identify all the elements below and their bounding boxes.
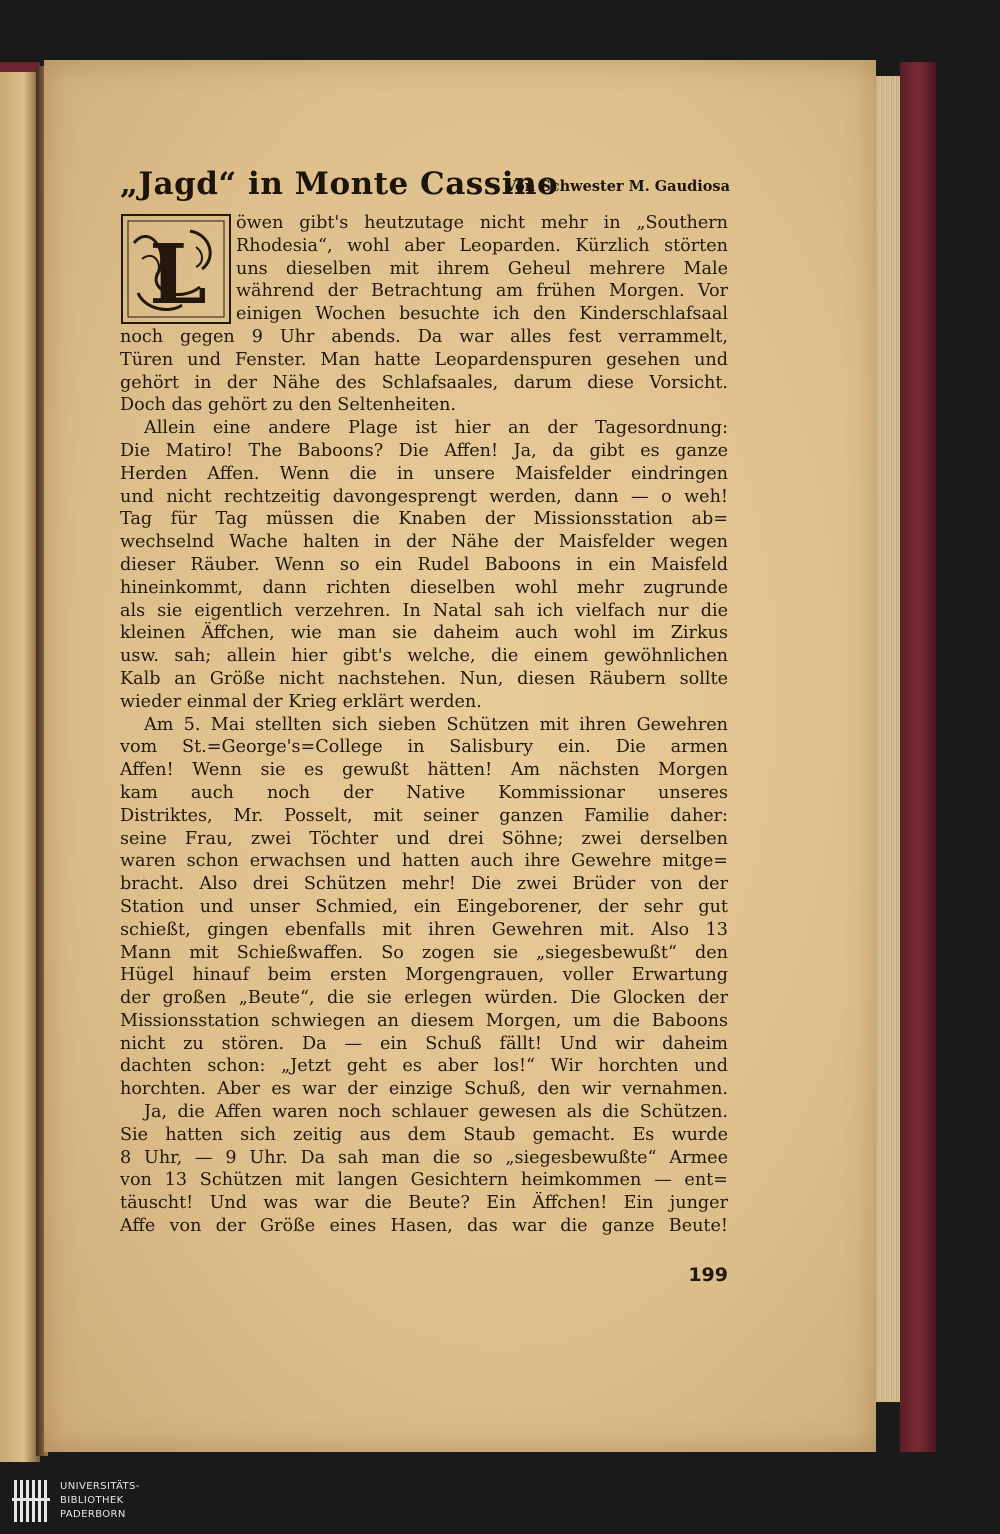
- text-line: wieder einmal der Krieg erklärt werden.: [120, 691, 482, 712]
- text-line: Missionsstation schwiegen an diesem Morgen, um die Baboons: [120, 1010, 728, 1031]
- text-line: bracht. Also drei Schützen mehr! Die zwei Brüder von der: [120, 874, 728, 895]
- text-line: Distriktes, Mr. Posselt, mit seiner ganzen Familie daher:: [120, 805, 728, 826]
- text-line: Mann mit Schießwaffen. So zogen sie „siegesbewußt“ den: [120, 942, 728, 963]
- text-line: Affe von der Größe eines Hasen, das war die ganze Beute!: [120, 1216, 728, 1237]
- page-number: 199: [688, 1264, 728, 1286]
- article-header: [120, 166, 730, 206]
- text-line: Sie hatten sich zeitig aus dem Staub gemacht. Es wurde: [120, 1124, 728, 1145]
- facing-page-edge: [0, 62, 40, 1462]
- text-line: der großen „Beute“, die sie erlegen würden. Die Glocken der: [120, 988, 728, 1009]
- university-library-icon: [10, 1478, 52, 1524]
- text-line: noch gegen 9 Uhr abends. Da war alles fest verrammelt,: [120, 326, 728, 347]
- text-line: Rhodesia“, wohl aber Leoparden. Kürzlich störten: [236, 235, 728, 256]
- text-line: kleinen Äffchen, wie man sie daheim auch wohl im Zirkus: [120, 623, 728, 644]
- text-line: uns dieselben mit ihrem Geheul mehrere Male: [236, 258, 728, 279]
- library-logo: [10, 1478, 150, 1528]
- text-line: Herden Affen. Wenn die in unsere Maisfelder eindringen: [120, 463, 728, 484]
- text-line: wechselnd Wache halten in der Nähe der Maisfelder wegen: [120, 532, 728, 553]
- text-line: kam auch noch der Native Kommissionar unseres: [120, 782, 728, 803]
- text-line: öwen gibt's heutzutage nicht mehr in „Southern: [236, 213, 728, 233]
- drop-cap-letter: L: [149, 227, 207, 323]
- article-title: „Jagd“ in Monte Cassino: [120, 166, 559, 202]
- text-line: Station und unser Schmied, ein Eingeborener, der sehr gut: [120, 896, 728, 917]
- text-line: dachten schon: „Jetzt geht es aber los!“ Wir horchten und: [120, 1056, 728, 1077]
- text-line: als sie eigentlich verzehren. In Natal sah ich vielfach nur die: [120, 600, 728, 621]
- text-line: von 13 Schützen mit langen Gesichtern heimkommen — ent=: [120, 1170, 728, 1191]
- text-line: Türen und Fenster. Man hatte Leopardenspuren gesehen und: [120, 349, 728, 370]
- text-line: 8 Uhr, — 9 Uhr. Da sah man die so „siegesbewußte“ Armee: [120, 1147, 728, 1168]
- text-line: nicht zu stören. Da — ein Schuß fällt! Und wir daheim: [120, 1033, 728, 1054]
- text-line: Doch das gehört zu den Seltenheiten.: [120, 395, 456, 416]
- text-line: Am 5. Mai stellten sich sieben Schützen mit ihren Gewehren: [144, 714, 728, 735]
- library-name-line-1: UNIVERSITÄTS-: [60, 1481, 140, 1492]
- text-line: Affen! Wenn sie es gewußt hätten! Am nächsten Morgen: [120, 760, 728, 781]
- text-line: dieser Räuber. Wenn so ein Rudel Baboons in ein Maisfeld: [120, 554, 728, 575]
- text-line: Ja, die Affen waren noch schlauer gewesen als die Schützen.: [144, 1102, 728, 1123]
- library-name-line-2: BIBLIOTHEK: [60, 1495, 124, 1506]
- text-line: und nicht rechtzeitig davongesprengt werden, dann — o weh!: [120, 486, 728, 507]
- text-line: Tag für Tag müssen die Knaben der Missionsstation ab=: [120, 509, 728, 530]
- text-line: während der Betrachtung am frühen Morgen. Vor: [236, 281, 728, 302]
- text-line: Allein eine andere Plage ist hier an der Tagesordnung:: [144, 418, 728, 439]
- text-line: Die Matiro! The Baboons? Die Affen! Ja, da gibt es ganze: [120, 440, 728, 461]
- text-line: schießt, gingen ebenfalls mit ihren Gewehren mit. Also 13: [120, 919, 728, 940]
- text-line: täuscht! Und was war die Beute? Ein Äffchen! Ein junger: [120, 1193, 728, 1214]
- library-name: [60, 1480, 140, 1522]
- article-byline: Von Schwester M. Gaudiosa: [505, 178, 730, 195]
- text-line: Kalb an Größe nicht nachstehen. Nun, diesen Räubern sollte: [120, 668, 728, 689]
- text-line: einigen Wochen besuchte ich den Kinderschlafsaal: [236, 304, 728, 325]
- text-line: gehört in der Nähe des Schlafsaales, darum diese Vorsicht.: [120, 372, 728, 393]
- text-line: usw. sah; allein hier gibt's welche, die einem gewöhnlichen: [120, 646, 728, 667]
- book-cover-edge: [900, 62, 936, 1452]
- article-body: [120, 212, 728, 1238]
- text-line: horchten. Aber es war der einzige Schuß, den wir vernahmen.: [120, 1079, 728, 1100]
- text-line: waren schon erwachsen und hatten auch ihre Gewehre mitge=: [120, 851, 728, 872]
- text-line: seine Frau, zwei Töchter und drei Söhne; zwei derselben: [120, 828, 728, 849]
- library-name-line-3: PADERBORN: [60, 1509, 126, 1520]
- text-line: vom St.=George's=College in Salisbury ein. Die armen: [120, 737, 728, 758]
- text-line: hineinkommt, dann richten dieselben wohl mehr zugrunde: [120, 577, 728, 598]
- text-line: Hügel hinauf beim ersten Morgengrauen, voller Erwartung: [120, 965, 728, 986]
